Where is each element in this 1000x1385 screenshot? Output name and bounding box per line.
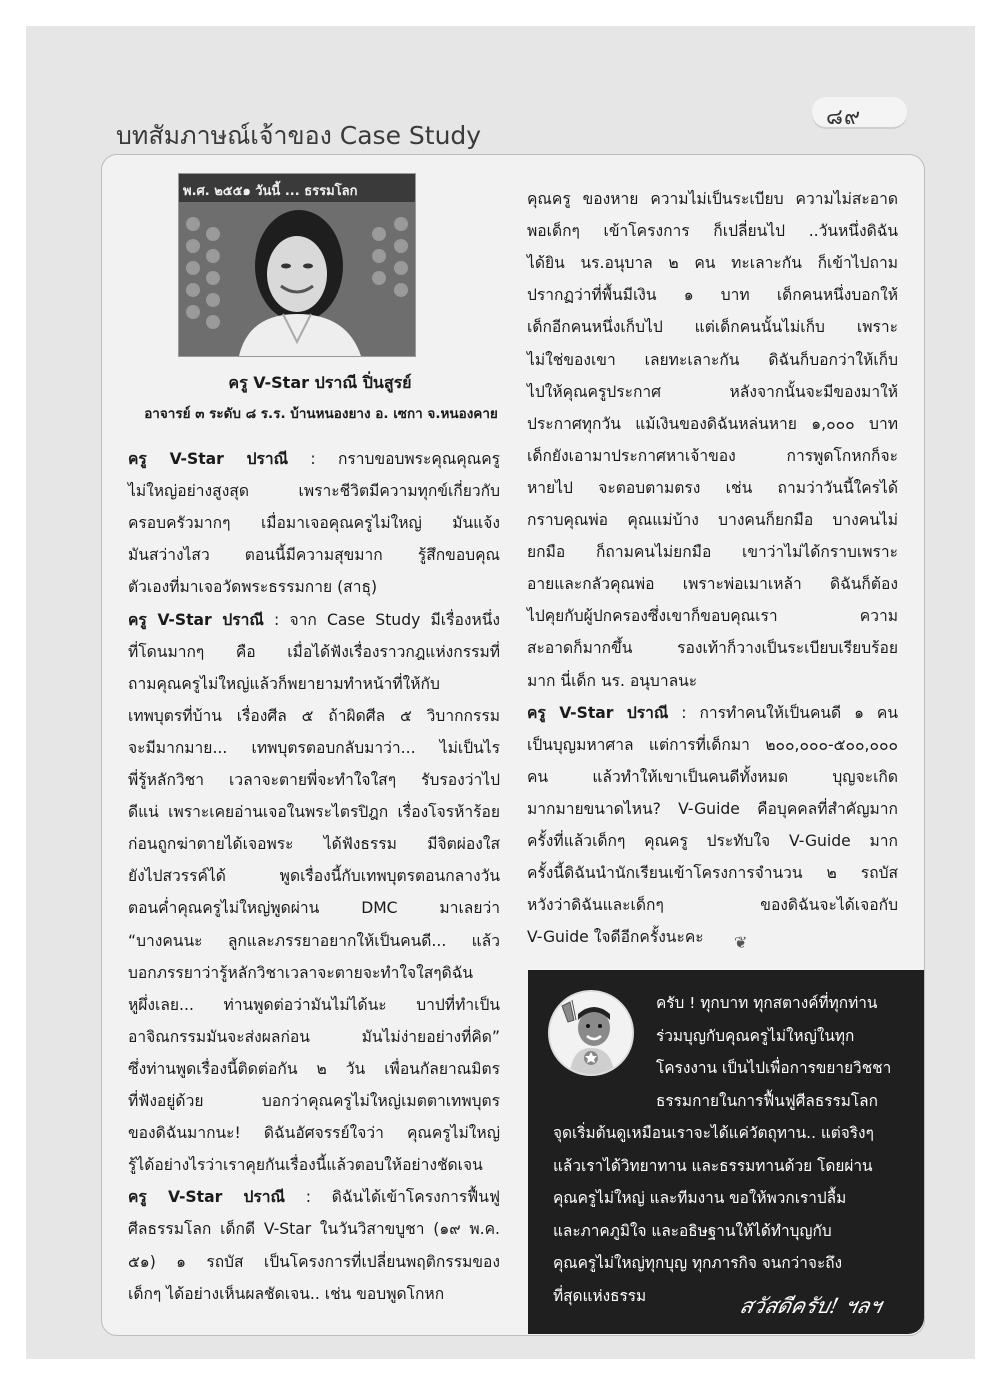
line-text: ดีแน่ เพราะเคยอ่านเจอในพระไตรปิฎก เรื่องโจรห้าร้อย xyxy=(128,803,500,822)
line-text: คน แล้วทำให้เขาเป็นคนดีทั้งหมด บุญจะเกิด xyxy=(527,767,898,786)
text-line xyxy=(527,314,898,339)
signature: สวัสดีครับ! ฯลฯ xyxy=(737,1294,884,1318)
text-line xyxy=(527,764,898,789)
text-line xyxy=(527,347,898,372)
line-text: มันสว่างไสว ตอนนี้มีความสุขมาก รู้สึกขอบคุณ xyxy=(128,546,500,565)
line-text: ของดิฉันมากนะ! ดิฉันอัศจรรย์ใจว่า คุณครูไม่ใหญ่ xyxy=(128,1124,500,1143)
line-text: : จาก Case Study มีเรื่องหนึ่ง xyxy=(263,610,501,629)
message-line: และภาคภูมิใจ และอธิษฐานให้ได้ทำบุญกับ xyxy=(553,1221,832,1240)
text-line xyxy=(527,924,898,949)
section-title: บทสัมภาษณ์เจ้าของ Case Study xyxy=(116,121,482,150)
text-line xyxy=(527,700,898,725)
leaf-icon: ❦ xyxy=(734,933,748,952)
caption-role: อาจารย์ ๓ ระดับ ๘ ร.ร. บ้านหนองยาง อ. เซกา จ.หนองคาย xyxy=(144,406,498,422)
text-line xyxy=(128,895,500,920)
text-line xyxy=(128,863,500,888)
line-text: หายไป จะตอบตามตรง เช่น ถามว่าวันนี้ใครได้ xyxy=(527,478,898,497)
line-text: ยังไปสวรรค์ได้ พูดเรื่องนี้กับเทพบุตรตอนกลางวัน xyxy=(128,867,500,886)
message-line: ธรรมกายในการฟื้นฟูศีลธรรมโลก xyxy=(656,1091,878,1110)
line-text: พี่รู้หลักวิชา เวลาจะตายพี่จะทำใจใสๆ รับรองว่าไป xyxy=(128,771,500,789)
text-line xyxy=(128,1184,500,1209)
line-text: คุณครู ของหาย ความไม่เป็นระเบียบ ความไม่สะอาด xyxy=(527,190,898,208)
line-text: ศีลธรรมโลก เด็กดี V-Star ในวันวิสาขบูชา (๑๙ พ.ค. xyxy=(128,1220,500,1239)
line-text: ไปให้คุณครูประกาศ หลังจากนั้นจะมีของมาให้ xyxy=(527,382,898,401)
text-line xyxy=(527,507,898,532)
text-line xyxy=(128,542,500,567)
text-line xyxy=(527,860,898,885)
text-line xyxy=(128,1024,500,1049)
message-line: แล้วเราได้วิทยาทาน และธรรมทานด้วย โดยผ่าน xyxy=(553,1156,873,1175)
message-line: ครับ ! ทุกบาท ทุกสตางค์ที่ทุกท่าน xyxy=(656,994,878,1012)
line-text: ครอบครัวมากๆ เมื่อมาเจอคุณครูไม่ใหญ่ มันแจ้ง xyxy=(128,514,500,533)
text-line xyxy=(527,796,898,821)
text-line xyxy=(527,218,898,243)
portrait-image xyxy=(179,174,415,356)
line-text: หูผึ่งเลย... ท่านพูดต่อว่ามันไม่ได้นะ บาปที่ทำเป็น xyxy=(128,995,500,1014)
message-line: โครงงาน เป็นไปเพื่อการขยายวิชชา xyxy=(656,1059,892,1077)
text-line xyxy=(128,799,500,824)
text-line xyxy=(128,1216,500,1241)
line-text: ตัวเองที่มาเจอวัดพระธรรมกาย (สาธุ) xyxy=(128,578,378,597)
line-text: : การทำคนให้เป็นคนดี ๑ คน xyxy=(668,703,898,722)
speaker-label: ครู V-Star ปราณี xyxy=(128,1188,286,1207)
text-line xyxy=(128,446,500,471)
message-line: ร่วมบุญกับคุณครูไม่ใหญ่ในทุก xyxy=(656,1026,855,1045)
text-line xyxy=(128,671,500,696)
text-line xyxy=(527,603,898,628)
page-number: ๘๙ xyxy=(826,105,862,130)
text-line xyxy=(527,443,898,468)
photo-banner-text: พ.ศ. ๒๕๕๑ วันนี้ ... ธรรมโลก xyxy=(183,184,358,199)
text-line xyxy=(527,892,898,917)
text-line xyxy=(527,732,898,757)
caption-name: ครู V-Star ปราณี ปิ่นสูรย์ xyxy=(228,373,412,392)
message-line: คุณครูไม่ใหญ่ และทีมงาน ขอให้พวกเราปลื้ม xyxy=(553,1189,847,1207)
text-line xyxy=(128,831,500,856)
line-text: ครั้งนี้ดิฉันนำนักเรียนเข้าโครงการจำนวน ๒ รถบัส xyxy=(527,864,898,883)
line-text: เป็นบุญมหาศาล แต่การที่เด็กมา ๒๐๐,๐๐๐-๕๐๐,๐๐๐ xyxy=(527,735,898,754)
interviewee-photo xyxy=(178,173,416,357)
line-text: บอกภรรยาว่ารู้หลักวิชาเวลาจะตายจะทำใจใสๆดิฉัน xyxy=(128,963,474,982)
text-line xyxy=(128,1281,500,1306)
line-text: อาจิณกรรมมันจะส่งผลก่อน มันไม่ง่ายอย่างที่คิด” xyxy=(128,1027,500,1046)
text-line xyxy=(128,510,500,535)
line-text: รู้ได้อย่างไรว่าเราคุยกันเรื่องนี้แล้วตอบให้อย่างชัดเจน xyxy=(128,1156,483,1175)
speaker-label: ครู V-Star ปราณี xyxy=(128,450,289,468)
text-line xyxy=(527,571,898,596)
text-line xyxy=(128,703,500,728)
line-text: ซึ่งท่านพูดเรื่องนี้ติดต่อกัน ๒ วัน เพื่อนกัลยาณมิตร xyxy=(128,1059,500,1078)
text-line xyxy=(527,635,898,660)
line-text: ที่โดนมากๆ คือ เมื่อได้ฟังเรื่องราวกฎแห่งกรรมที่ xyxy=(128,642,500,661)
text-line xyxy=(527,668,898,693)
text-line xyxy=(128,992,500,1017)
line-text: ไปคุยกับผู้ปกครองซึ่งเขาก็ขอบคุณเรา ความ xyxy=(527,607,898,626)
cartoon-avatar-icon xyxy=(548,990,634,1076)
line-text: : ดิฉันได้เข้าโครงการฟื้นฟู xyxy=(285,1188,500,1207)
speaker-label: ครู V-Star ปราณี xyxy=(527,703,669,722)
line-text: ปรากฏว่าที่พื้นมีเงิน ๑ บาท เด็กคนหนึ่งบอกให้ xyxy=(527,286,898,305)
line-text: ครั้งที่แล้วเด็กๆ คุณครู ประทับใจ V-Guide มาก xyxy=(527,832,898,850)
text-line xyxy=(128,1056,500,1081)
text-line xyxy=(527,828,898,853)
line-text: “บางคนนะ ลูกและภรรยาอยากให้เป็นคนดี... แล้ว xyxy=(128,931,500,950)
line-text: ได้ยิน นร.อนุบาล ๒ คน ทะเลาะกัน ก็เข้าไปถาม xyxy=(527,254,898,273)
text-line xyxy=(128,478,500,503)
text-line xyxy=(128,574,500,599)
speaker-label: ครู V-Star ปราณี xyxy=(128,610,264,629)
line-text: ประกาศทุกวัน แม้เงินของดิฉันหล่นหาย ๑,๐๐๐ บาท xyxy=(527,414,898,433)
line-text: จะมีมากมาย... เทพบุตรตอบกลับมาว่า... ไม่เป็นไร xyxy=(128,738,500,757)
line-text: มากมายขนาดไหน? V-Guide คือบุคคลที่สำคัญมาก xyxy=(527,799,898,818)
line-text: ตอนค่ำคุณครูไม่ใหญ่พูดผ่าน DMC มาเลยว่า xyxy=(128,899,500,918)
line-text: อายและกลัวคุณพ่อ เพราะพ่อเมาเหล้า ดิฉันก็ต้อง xyxy=(527,575,898,594)
text-line xyxy=(128,1120,500,1145)
text-line xyxy=(527,282,898,307)
text-line xyxy=(128,928,500,953)
message-line: จุดเริ่มต้นดูเหมือนเราจะได้แค่วัตถุทาน.. แต่จริงๆ xyxy=(553,1124,874,1142)
line-text: สะอาดก็มากขึ้น รองเท้าก็วางเป็นระเบียบเรียบร้อย xyxy=(527,639,898,658)
text-line xyxy=(527,475,898,500)
text-line xyxy=(128,1249,500,1274)
text-line xyxy=(527,186,898,211)
message-line: คุณครูไม่ใหญ่ทุกบุญ ทุกภารกิจ จนกว่าจะถึง xyxy=(553,1254,843,1272)
line-text: ไม่ใหญ่อย่างสูงสุด เพราะชีวิตมีความทุกข์เกี่ยวกับ xyxy=(128,482,500,501)
text-line xyxy=(527,411,898,436)
line-text: เด็กๆ ได้อย่างเห็นผลชัดเจน.. เช่น ขอบพูดโกหก xyxy=(128,1284,445,1303)
line-text: เทพบุตรที่บ้าน เรื่องศีล ๕ ถ้าผิดศีล ๕ วิบากกรรม xyxy=(128,706,500,725)
line-text: V-Guide ใจดีอีกครั้งนะคะ xyxy=(527,928,704,947)
line-text: เด็กอีกคนหนึ่งเก็บไป แต่เด็กคนนั้นไม่เก็บ เพราะ xyxy=(527,318,898,337)
line-text: ๕๑) ๑ รถบัส เป็นโครงการที่เปลี่ยนพฤติกรรมของ xyxy=(128,1252,500,1271)
line-text: ที่ฟังอยู่ด้วย บอกว่าคุณครูไม่ใหญ่เมตตาเทพบุตร xyxy=(128,1092,500,1110)
line-text: พอเด็กๆ เข้าโครงการ ก็เปลี่ยนไป ..วันหนึ่งดิฉัน xyxy=(527,222,898,241)
text-line xyxy=(128,960,500,985)
text-line xyxy=(527,539,898,564)
line-text: ก่อนถูกฆ่าตายได้เจอพระ ได้ฟังธรรม มีจิตผ่องใส xyxy=(128,835,500,854)
text-line xyxy=(128,767,500,792)
line-text: มาก นี่เด็ก นร. อนุบาลนะ xyxy=(527,671,698,690)
line-text: เด็กยังเอามาประกาศหาเจ้าของ การพูดโกหกก็จะ xyxy=(527,446,898,465)
text-line xyxy=(527,250,898,275)
line-text: กราบคุณพ่อ คุณแม่บ้าง บางคนก็ยกมือ บางคนไม่ xyxy=(527,511,898,529)
message-line: ที่สุดแห่งธรรม xyxy=(553,1286,647,1305)
line-text: หวังว่าดิฉันและเด็กๆ ของดิฉันจะได้เจอกับ xyxy=(527,896,898,915)
text-line xyxy=(128,607,500,632)
text-line xyxy=(128,1088,500,1113)
text-line xyxy=(128,639,500,664)
line-text: : กราบขอบพระคุณคุณครู xyxy=(288,450,501,468)
line-text: ยกมือ ก็ถามคนไม่ยกมือ เขาว่าไม่ได้กราบเพราะ xyxy=(527,543,898,562)
text-line xyxy=(128,1152,500,1177)
line-text: ถามคุณครูไม่ใหญ่แล้วก็พยายามทำหน้าที่ให้กับ xyxy=(128,674,440,693)
text-line xyxy=(527,379,898,404)
text-line xyxy=(128,735,500,760)
line-text: ไม่ใช่ของเขา เลยทะเลาะกัน ดิฉันก็บอกว่าให้เก็บ xyxy=(527,350,898,369)
